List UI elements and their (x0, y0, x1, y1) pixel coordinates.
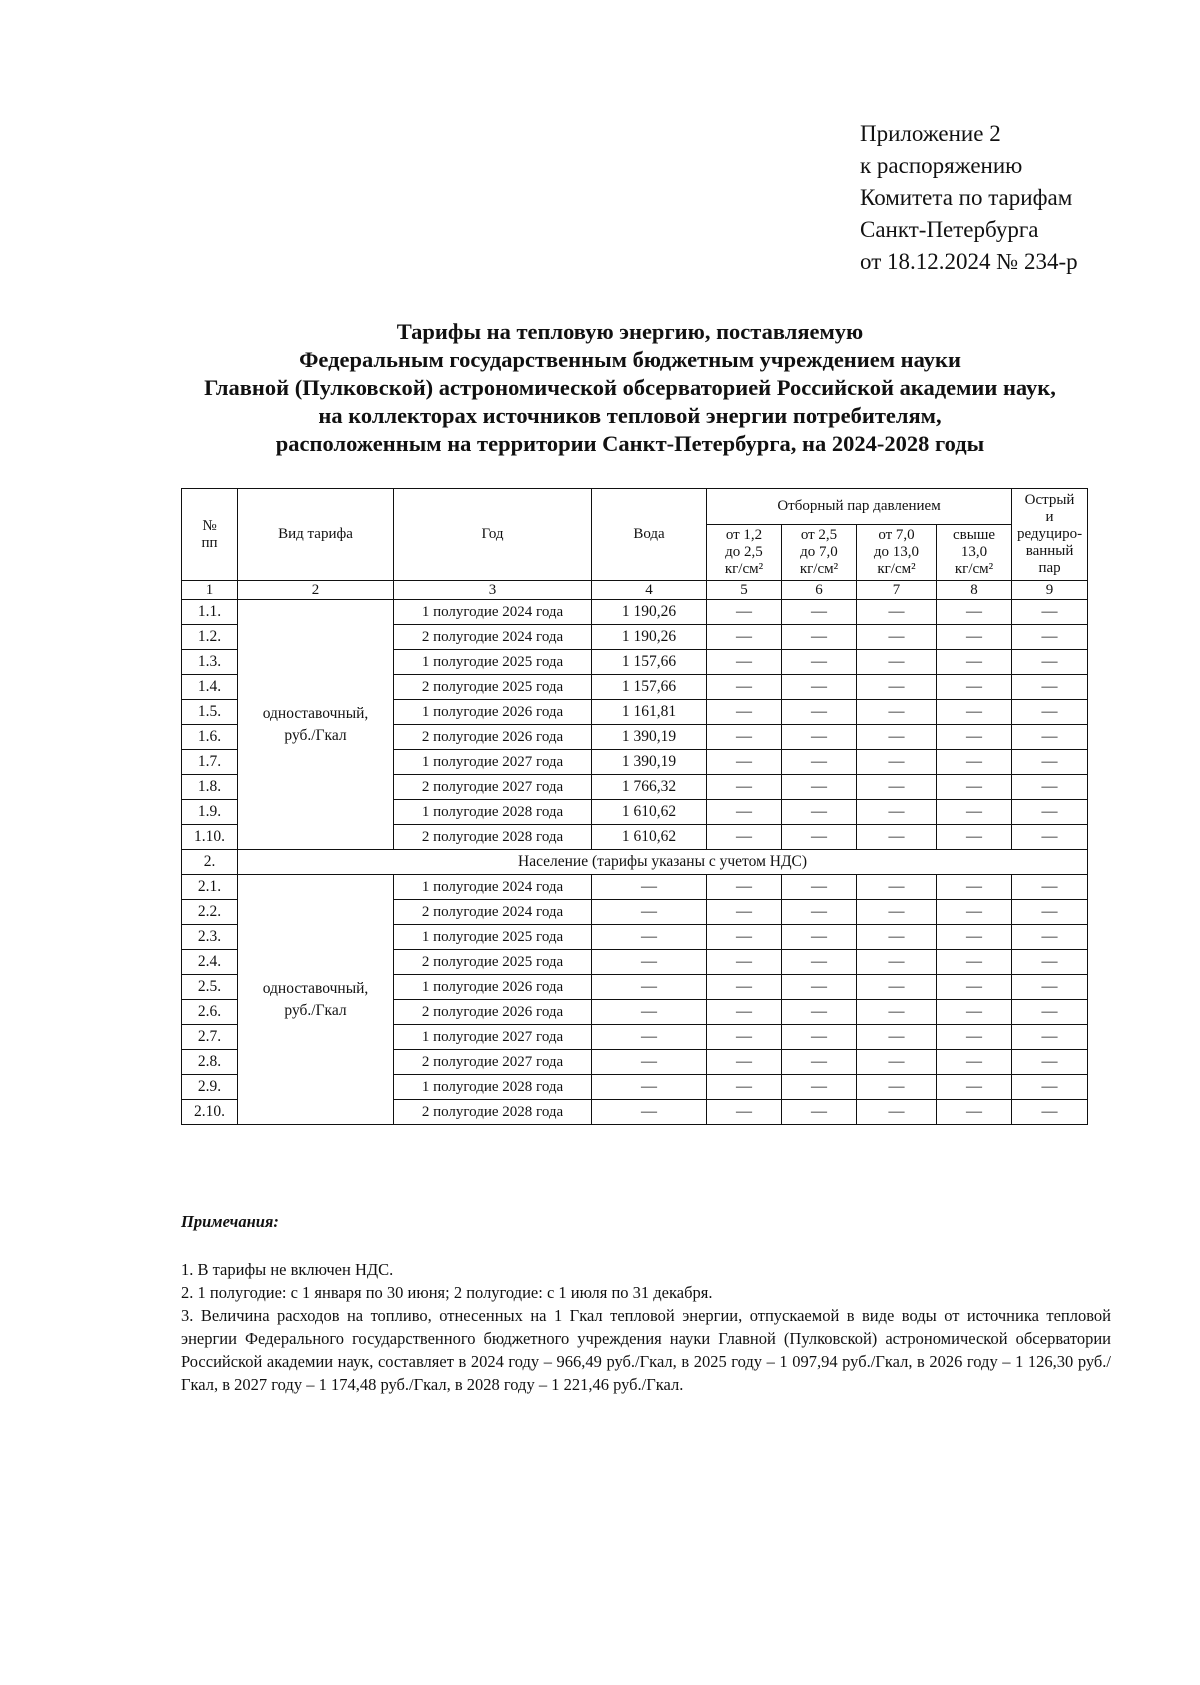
row-number: 1.2. (182, 625, 238, 650)
water-tariff-value: 1 610,62 (592, 800, 707, 825)
header-num-abbr: пп (201, 534, 218, 551)
header-sharp-line: ванный (1025, 543, 1074, 559)
header-steam-line: кг/см² (799, 561, 839, 577)
header-sharp-line: и (1045, 509, 1054, 525)
empty-value-dash: — (1012, 625, 1088, 650)
header-steam-line: свыше (953, 527, 996, 543)
row-number: 1.8. (182, 775, 238, 800)
row-number: 2.4. (182, 950, 238, 975)
row-number: 2.7. (182, 1025, 238, 1050)
column-number: 3 (394, 581, 592, 600)
row-period: 2 полугодие 2024 года (394, 625, 592, 650)
note-item: 2. 1 полугодие: с 1 января по 30 июня; 2 полугодие: с 1 июля по 31 декабря. (181, 1283, 713, 1302)
row-period: 2 полугодие 2025 года (394, 675, 592, 700)
empty-value-dash: — (857, 750, 937, 775)
column-number: 1 (182, 581, 238, 600)
note-item: 3. Величина расходов на топливо, отнесенных на 1 Гкал тепловой энергии, отпускаемой в виде воды от источника тепловой энергии Федерального государственного бюджетного учреждения науки Главной (Пулковской) астрономической обсерватории Российской академии наук, составляет в 2024 году – 966,49 руб./Гкал, в 2025 году – 1 097,94 руб./Гкал, в 2026 году – 1 126,30 руб./Гкал, в 2027 году – 1 174,48 руб./Гкал, в 2028 году – 1 221,46 руб./Гкал. (181, 1306, 1111, 1394)
water-tariff-value: 1 190,26 (592, 625, 707, 650)
empty-value-dash: — (1012, 1000, 1088, 1025)
empty-value-dash: — (1012, 1025, 1088, 1050)
empty-value-dash: — (1012, 600, 1088, 625)
column-number: 5 (707, 581, 782, 600)
header-steam-line: до 13,0 (873, 544, 920, 560)
empty-value-dash: — (707, 800, 782, 825)
empty-value-dash: — (707, 1100, 782, 1125)
empty-value-dash: — (937, 1025, 1012, 1050)
empty-value-dash: — (707, 600, 782, 625)
empty-value-dash: — (937, 925, 1012, 950)
tariff-table-body (182, 600, 1088, 1125)
empty-value-dash: — (782, 800, 857, 825)
header-steam-line: кг/см² (724, 561, 764, 577)
empty-value-dash: — (592, 1000, 707, 1025)
appendix-line: от 18.12.2024 № 234-р (860, 249, 1078, 274)
empty-value-dash: — (707, 725, 782, 750)
notes-title: Примечания: (181, 1212, 279, 1231)
appendix-header (860, 118, 1078, 278)
tariff-type-line: одноставочный, (262, 979, 369, 997)
row-number: 2.9. (182, 1075, 238, 1100)
tariff-table (181, 488, 1088, 1125)
empty-value-dash: — (1012, 1075, 1088, 1100)
empty-value-dash: — (592, 1100, 707, 1125)
empty-value-dash: — (857, 1025, 937, 1050)
row-number: 2.2. (182, 900, 238, 925)
empty-value-dash: — (857, 825, 937, 850)
empty-value-dash: — (592, 1075, 707, 1100)
header-water: Вода (592, 489, 707, 581)
empty-value-dash: — (937, 900, 1012, 925)
header-steam-1 (707, 525, 782, 581)
header-steam-line: до 7,0 (800, 544, 838, 560)
empty-value-dash: — (937, 775, 1012, 800)
appendix-line: Приложение 2 (860, 121, 1001, 146)
row-period: 1 полугодие 2024 года (394, 600, 592, 625)
empty-value-dash: — (857, 1050, 937, 1075)
row-period: 2 полугодие 2028 года (394, 825, 592, 850)
row-period: 1 полугодие 2027 года (394, 1025, 592, 1050)
empty-value-dash: — (937, 1100, 1012, 1125)
empty-value-dash: — (782, 950, 857, 975)
empty-value-dash: — (782, 650, 857, 675)
tariff-type-cell (238, 875, 394, 1125)
empty-value-dash: — (592, 900, 707, 925)
water-tariff-value: 1 190,26 (592, 600, 707, 625)
empty-value-dash: — (1012, 900, 1088, 925)
empty-value-dash: — (1012, 1100, 1088, 1125)
row-number: 1.9. (182, 800, 238, 825)
empty-value-dash: — (857, 1100, 937, 1125)
empty-value-dash: — (707, 950, 782, 975)
empty-value-dash: — (1012, 800, 1088, 825)
empty-value-dash: — (1012, 725, 1088, 750)
row-number: 2.6. (182, 1000, 238, 1025)
column-number: 8 (937, 581, 1012, 600)
empty-value-dash: — (857, 650, 937, 675)
row-period: 1 полугодие 2025 года (394, 650, 592, 675)
row-number: 1.6. (182, 725, 238, 750)
title-line: Главной (Пулковской) астрономической обсерваторией Российской академии наук, (204, 375, 1056, 400)
row-period: 1 полугодие 2027 года (394, 750, 592, 775)
row-period: 2 полугодие 2024 года (394, 900, 592, 925)
tariff-type-cell (238, 600, 394, 850)
empty-value-dash: — (782, 1075, 857, 1100)
empty-value-dash: — (707, 1000, 782, 1025)
empty-value-dash: — (782, 825, 857, 850)
header-num-sign: № (202, 517, 217, 534)
empty-value-dash: — (937, 700, 1012, 725)
empty-value-dash: — (782, 900, 857, 925)
empty-value-dash: — (857, 800, 937, 825)
empty-value-dash: — (782, 750, 857, 775)
empty-value-dash: — (592, 875, 707, 900)
empty-value-dash: — (707, 625, 782, 650)
row-number: 1.3. (182, 650, 238, 675)
empty-value-dash: — (857, 700, 937, 725)
column-number: 4 (592, 581, 707, 600)
empty-value-dash: — (707, 675, 782, 700)
empty-value-dash: — (857, 675, 937, 700)
empty-value-dash: — (857, 875, 937, 900)
empty-value-dash: — (707, 975, 782, 1000)
empty-value-dash: — (857, 625, 937, 650)
table-row (182, 875, 1088, 900)
empty-value-dash: — (857, 925, 937, 950)
empty-value-dash: — (1012, 1050, 1088, 1075)
row-period: 1 полугодие 2026 года (394, 700, 592, 725)
column-number: 6 (782, 581, 857, 600)
empty-value-dash: — (937, 750, 1012, 775)
empty-value-dash: — (782, 725, 857, 750)
empty-value-dash: — (782, 675, 857, 700)
row-period: 2 полугодие 2027 года (394, 775, 592, 800)
empty-value-dash: — (1012, 775, 1088, 800)
empty-value-dash: — (1012, 925, 1088, 950)
row-number: 1.1. (182, 600, 238, 625)
row-number: 1.5. (182, 700, 238, 725)
empty-value-dash: — (937, 950, 1012, 975)
water-tariff-value: 1 766,32 (592, 775, 707, 800)
table-row (182, 600, 1088, 625)
empty-value-dash: — (1012, 975, 1088, 1000)
empty-value-dash: — (782, 1000, 857, 1025)
header-steam-4 (937, 525, 1012, 581)
appendix-line: Санкт-Петербурга (860, 217, 1039, 242)
empty-value-dash: — (707, 775, 782, 800)
empty-value-dash: — (782, 975, 857, 1000)
empty-value-dash: — (592, 975, 707, 1000)
empty-value-dash: — (707, 1050, 782, 1075)
empty-value-dash: — (592, 1050, 707, 1075)
empty-value-dash: — (782, 875, 857, 900)
empty-value-dash: — (857, 1075, 937, 1100)
empty-value-dash: — (707, 875, 782, 900)
header-steam-line: от 2,5 (800, 527, 838, 543)
empty-value-dash: — (782, 1100, 857, 1125)
header-steam-3 (857, 525, 937, 581)
row-number: 2.3. (182, 925, 238, 950)
empty-value-dash: — (782, 1050, 857, 1075)
water-tariff-value: 1 161,81 (592, 700, 707, 725)
header-sharp-line: пар (1038, 560, 1061, 576)
header-tariff-type: Вид тарифа (238, 489, 394, 581)
column-number: 9 (1012, 581, 1088, 600)
section-title: Население (тарифы указаны с учетом НДС) (238, 850, 1088, 875)
header-num (182, 489, 238, 581)
column-number: 2 (238, 581, 394, 600)
title-line: Тарифы на тепловую энергию, поставляемую (396, 319, 864, 344)
empty-value-dash: — (592, 925, 707, 950)
empty-value-dash: — (1012, 700, 1088, 725)
empty-value-dash: — (707, 750, 782, 775)
empty-value-dash: — (707, 825, 782, 850)
header-steam-line: кг/см² (877, 561, 916, 577)
notes (181, 1210, 1111, 1396)
empty-value-dash: — (782, 775, 857, 800)
empty-value-dash: — (1012, 750, 1088, 775)
row-number: 1.10. (182, 825, 238, 850)
empty-value-dash: — (857, 950, 937, 975)
water-tariff-value: 1 610,62 (592, 825, 707, 850)
water-tariff-value: 1 390,19 (592, 750, 707, 775)
header-steam-2 (782, 525, 857, 581)
empty-value-dash: — (707, 650, 782, 675)
row-period: 2 полугодие 2027 года (394, 1050, 592, 1075)
empty-value-dash: — (1012, 950, 1088, 975)
row-period: 2 полугодие 2028 года (394, 1100, 592, 1125)
note-item: 1. В тарифы не включен НДС. (181, 1260, 394, 1279)
empty-value-dash: — (1012, 650, 1088, 675)
header-steam-line: до 2,5 (725, 544, 763, 560)
row-number: 2.1. (182, 875, 238, 900)
header-steam-line: кг/см² (954, 561, 994, 577)
empty-value-dash: — (857, 900, 937, 925)
empty-value-dash: — (1012, 675, 1088, 700)
empty-value-dash: — (937, 1050, 1012, 1075)
row-period: 1 полугодие 2025 года (394, 925, 592, 950)
empty-value-dash: — (707, 700, 782, 725)
tariff-type-line: одноставочный, (262, 704, 369, 722)
row-period: 1 полугодие 2028 года (394, 800, 592, 825)
header-steam-line: 13,0 (960, 544, 988, 560)
empty-value-dash: — (937, 875, 1012, 900)
section-header-row (182, 850, 1088, 875)
row-period: 1 полугодие 2028 года (394, 1075, 592, 1100)
row-number: 1.4. (182, 675, 238, 700)
empty-value-dash: — (937, 1075, 1012, 1100)
tariff-type-unit: руб./Гкал (284, 726, 347, 744)
empty-value-dash: — (782, 600, 857, 625)
empty-value-dash: — (707, 1075, 782, 1100)
empty-value-dash: — (937, 675, 1012, 700)
title-line: расположенным на территории Санкт-Петербурга, на 2024-2028 годы (275, 431, 985, 456)
row-number: 1.7. (182, 750, 238, 775)
empty-value-dash: — (937, 650, 1012, 675)
empty-value-dash: — (857, 975, 937, 1000)
water-tariff-value: 1 157,66 (592, 650, 707, 675)
row-period: 2 полугодие 2026 года (394, 1000, 592, 1025)
header-year: Год (394, 489, 592, 581)
empty-value-dash: — (937, 825, 1012, 850)
header-steam-line: от 1,2 (725, 527, 763, 543)
empty-value-dash: — (782, 925, 857, 950)
empty-value-dash: — (937, 975, 1012, 1000)
header-sharp-line: Острый (1024, 492, 1075, 508)
empty-value-dash: — (782, 625, 857, 650)
empty-value-dash: — (782, 700, 857, 725)
empty-value-dash: — (937, 1000, 1012, 1025)
empty-value-dash: — (937, 725, 1012, 750)
tariff-type-unit: руб./Гкал (284, 1001, 347, 1019)
row-period: 2 полугодие 2025 года (394, 950, 592, 975)
empty-value-dash: — (1012, 875, 1088, 900)
empty-value-dash: — (707, 925, 782, 950)
appendix-line: к распоряжению (860, 153, 1023, 178)
row-period: 1 полугодие 2024 года (394, 875, 592, 900)
empty-value-dash: — (707, 1025, 782, 1050)
empty-value-dash: — (1012, 825, 1088, 850)
empty-value-dash: — (857, 1000, 937, 1025)
appendix-line: Комитета по тарифам (860, 185, 1073, 210)
document-title (150, 318, 1110, 458)
empty-value-dash: — (937, 600, 1012, 625)
empty-value-dash: — (592, 950, 707, 975)
empty-value-dash: — (707, 900, 782, 925)
empty-value-dash: — (937, 625, 1012, 650)
header-steam-group: Отборный пар давлением (707, 489, 1012, 525)
title-line: Федеральным государственным бюджетным учреждением науки (299, 347, 961, 372)
empty-value-dash: — (782, 1025, 857, 1050)
empty-value-dash: — (592, 1025, 707, 1050)
column-number: 7 (857, 581, 937, 600)
row-period: 1 полугодие 2026 года (394, 975, 592, 1000)
water-tariff-value: 1 157,66 (592, 675, 707, 700)
empty-value-dash: — (857, 775, 937, 800)
empty-value-dash: — (857, 725, 937, 750)
row-number: 2.5. (182, 975, 238, 1000)
header-steam-line: от 7,0 (878, 527, 915, 543)
row-period: 2 полугодие 2026 года (394, 725, 592, 750)
header-sharp-steam (1012, 489, 1088, 581)
row-number: 2.10. (182, 1100, 238, 1125)
empty-value-dash: — (937, 800, 1012, 825)
header-sharp-line: редуциро- (1016, 526, 1083, 542)
section-number: 2. (182, 850, 238, 875)
empty-value-dash: — (857, 600, 937, 625)
title-line: на коллекторах источников тепловой энергии потребителям, (318, 403, 942, 428)
column-numbers-row (182, 581, 1088, 600)
row-number: 2.8. (182, 1050, 238, 1075)
water-tariff-value: 1 390,19 (592, 725, 707, 750)
